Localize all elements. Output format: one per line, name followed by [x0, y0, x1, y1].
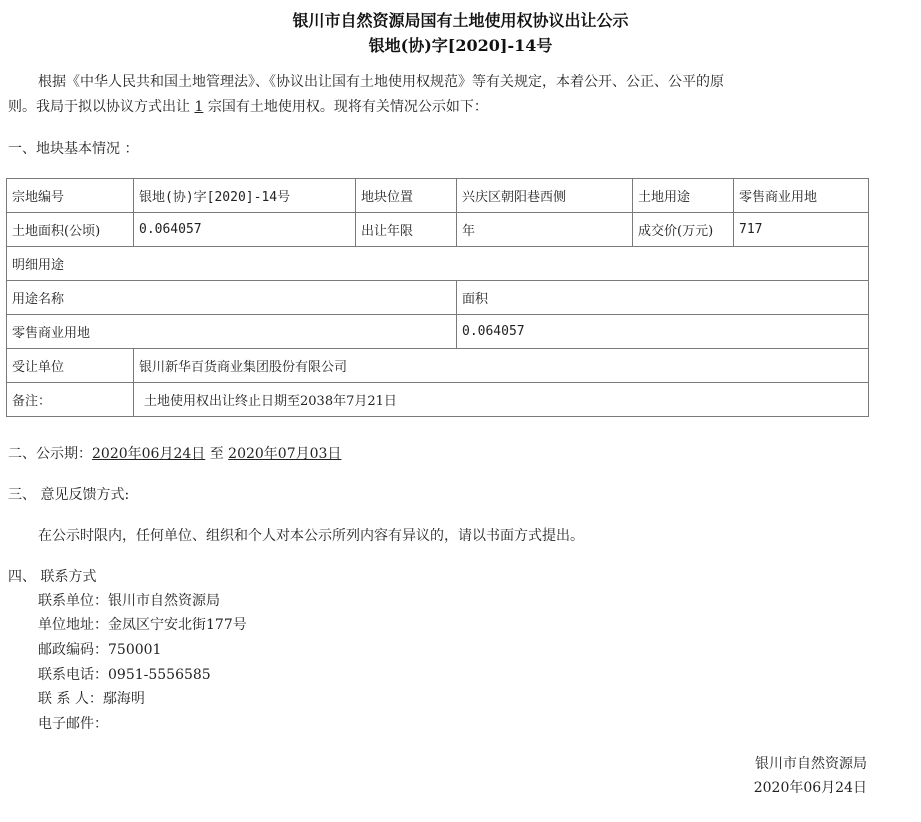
- intro-line-1: 根据《中华人民共和国土地管理法》、《协议出让国有土地使用权规范》等有关规定，本着公开、公正、公平的原: [38, 74, 724, 90]
- table-row: [7, 281, 869, 315]
- intro-line-2-end: 宗国有土地使用权。现将有关情况公示如下：: [207, 99, 488, 115]
- section-3-heading: 三、 意见反馈方式:: [8, 487, 130, 503]
- period-end: 2020年07月03日: [228, 446, 342, 462]
- section-1-heading: 一、地块基本情况 ：: [8, 141, 139, 157]
- use-name-value: 零售商业用地: [7, 315, 457, 349]
- assignee-label: 受让单位: [7, 349, 134, 383]
- parcel-info-table: [6, 178, 869, 417]
- footer-date: 2020年06月24日: [753, 780, 867, 796]
- contact-email: 电子邮件：: [38, 716, 108, 732]
- term-value: 年: [457, 213, 633, 247]
- page-title: 银川市自然资源局国有土地使用权协议出让公示: [292, 11, 629, 30]
- footer-organization: 银川市自然资源局: [755, 756, 867, 772]
- parcel-id-label: 宗地编号: [7, 179, 134, 213]
- contact-person: 联 系 人：鄢海明: [38, 691, 145, 707]
- publicity-period: [8, 443, 341, 465]
- intro-line-2-start: 则。我局于拟以协议方式出让: [8, 99, 190, 115]
- document-number: 银地(协)字[2020]-14号: [368, 36, 553, 55]
- table-row: [7, 315, 869, 349]
- remark-label: 备注：: [7, 383, 134, 417]
- price-label: 成交价(万元): [633, 213, 734, 247]
- assignee-value: 银川新华百货商业集团股份有限公司: [134, 349, 869, 383]
- period-start: 2020年06月24日: [92, 446, 206, 462]
- location-value: 兴庆区朝阳巷西侧: [457, 179, 633, 213]
- section-2-heading: 二、公示期：: [8, 446, 92, 462]
- period-to: 至: [209, 446, 224, 462]
- detail-use-label: 明细用途: [7, 247, 869, 281]
- contact-phone: 联系电话：0951-5556585: [38, 667, 211, 683]
- feedback-text: 在公示时限内，任何单位、组织和个人对本公示所列内容有异议的，请以书面方式提出。: [38, 528, 584, 544]
- area-header: 面积: [457, 281, 869, 315]
- remark-value: 土地使用权出让终止日期至2038年7月21日: [134, 383, 869, 417]
- table-row: [7, 213, 869, 247]
- parcel-id-value: 银地(协)字[2020]-14号: [134, 179, 356, 213]
- table-row: [7, 247, 869, 281]
- land-use-value: 零售商业用地: [734, 179, 869, 213]
- intro-line-2: [8, 96, 488, 118]
- table-row: [7, 383, 869, 417]
- land-area-label: 土地面积(公顷): [7, 213, 134, 247]
- price-value: 717: [734, 213, 869, 247]
- location-label: 地块位置: [356, 179, 457, 213]
- contact-address: 单位地址：金凤区宁安北街177号: [38, 617, 247, 633]
- table-row: [7, 179, 869, 213]
- use-area-value: 0.064057: [457, 315, 869, 349]
- contact-postcode: 邮政编码：750001: [38, 642, 162, 658]
- term-label: 出让年限: [356, 213, 457, 247]
- parcel-count: 1: [194, 99, 204, 115]
- section-4-heading: 四、 联系方式: [8, 569, 97, 585]
- land-area-value: 0.064057: [134, 213, 356, 247]
- contact-unit: 联系单位：银川市自然资源局: [38, 593, 220, 609]
- land-use-label: 土地用途: [633, 179, 734, 213]
- use-name-header: 用途名称: [7, 281, 457, 315]
- table-row: [7, 349, 869, 383]
